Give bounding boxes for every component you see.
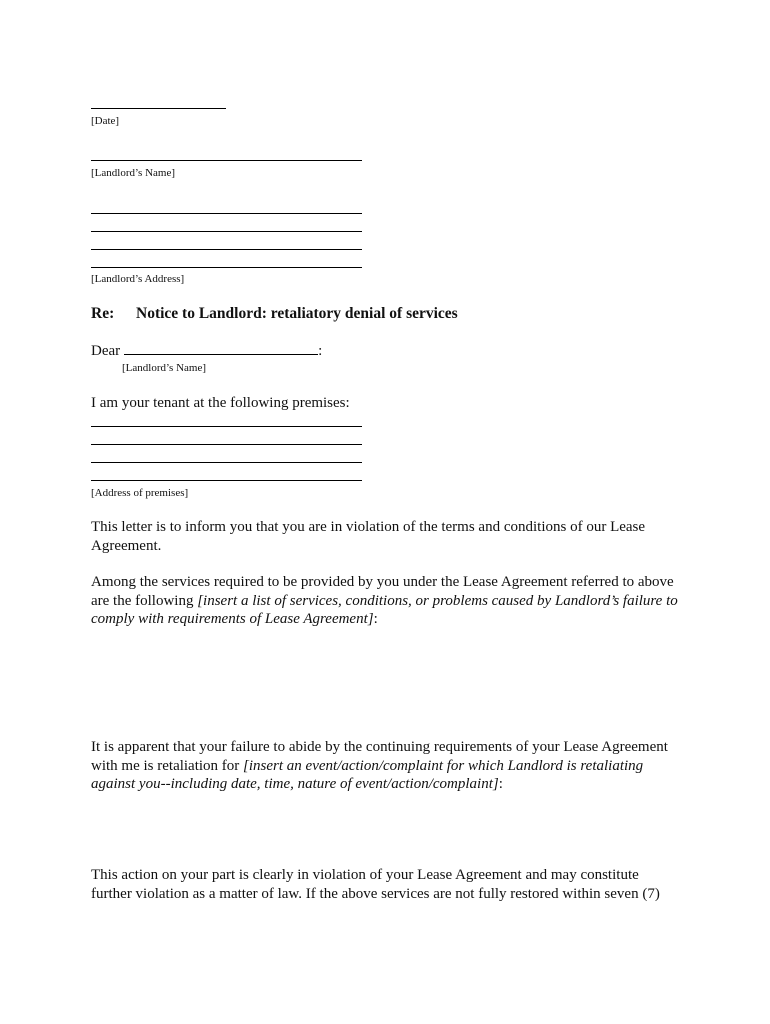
- retaliation-instruction: [insert an event/action/complaint for which Landlord is retaliating against you--including date, time, nature of event/action/complaint]: [91, 757, 644, 792]
- landlord-address-line: [91, 267, 362, 268]
- premises-address-label: [Address of premises]: [91, 487, 189, 499]
- premises-address-line: [91, 462, 362, 463]
- services-text: Among the services required to be provided by you under the Lease Agreement referred to above are the following: [91, 574, 674, 609]
- dear-name-label: [Landlord’s Name]: [122, 362, 206, 374]
- dear-word: Dear: [91, 343, 121, 359]
- re-label: Re:: [91, 305, 115, 322]
- landlord-name-label: [Landlord’s Name]: [91, 167, 175, 179]
- landlord-address-line: [91, 231, 362, 232]
- salutation: [91, 341, 322, 360]
- paragraph-retaliation: [91, 738, 686, 794]
- premises-address-line: [91, 480, 362, 481]
- subject-line: [91, 305, 458, 323]
- landlord-address-label: [Landlord’s Address]: [91, 273, 185, 285]
- premises-address-line: [91, 444, 362, 445]
- retaliation-colon: :: [498, 776, 503, 792]
- dear-name-blank: [124, 341, 318, 355]
- services-colon: :: [373, 611, 378, 627]
- landlord-address-line: [91, 213, 362, 214]
- landlord-address-line: [91, 249, 362, 250]
- paragraph-services-required: [91, 573, 686, 629]
- subject-title: Notice to Landlord: retaliatory denial of services: [136, 305, 458, 322]
- services-instruction: [insert a list of services, conditions, or problems caused by Landlord’s failure to comply with requirements of Lease Agreement]: [91, 592, 678, 627]
- premises-address-line: [91, 426, 362, 427]
- dear-colon: :: [318, 343, 323, 359]
- paragraph-further-violation: This action on your part is clearly in violation of your Lease Agreement and may constitute further violation as a matter of law. If the above services are not fully restored within seven (7): [91, 867, 660, 902]
- date-label: [Date]: [91, 115, 120, 127]
- premises-intro: I am your tenant at the following premises:: [91, 395, 350, 411]
- date-blank-line: [91, 108, 226, 109]
- paragraph-violation-notice: This letter is to inform you that you are in violation of the terms and conditions of our Lease Agreement.: [91, 519, 646, 554]
- landlord-name-blank-line: [91, 160, 362, 161]
- retaliation-text: It is apparent that your failure to abide by the continuing requirements of your Lease Agreement with me is retaliation for: [91, 739, 668, 774]
